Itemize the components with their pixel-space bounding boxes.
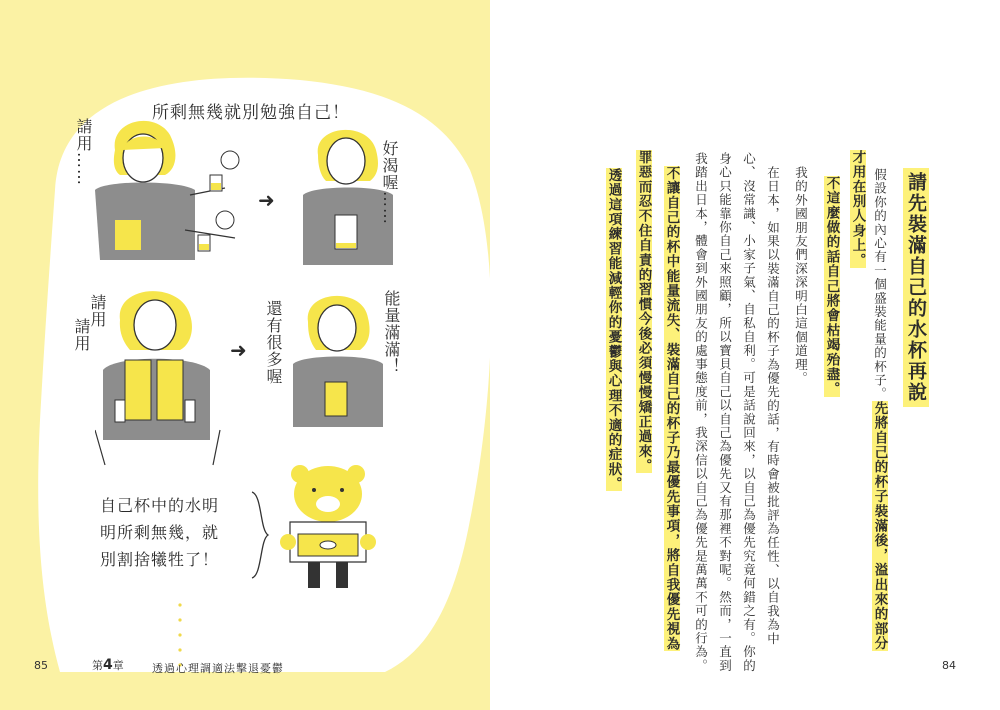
text-column-9-text: 不讓自己的杯中能量流失、裝滿自己的杯子乃最優先事項，將自我優先視為 [663,166,680,652]
text-column-3 [824,176,838,397]
arrow-right-2: ➜ [230,338,247,362]
chapter-label [92,657,124,673]
text-column-1a: 假設你的內心有一個盛裝能量的杯子。 [872,168,888,401]
text-column-10 [636,150,650,473]
chapter-suffix: 章 [112,659,124,672]
happy-person-figure [288,282,388,432]
text-column-1b: 先將自己的杯子裝滿後，溢出來的部分 [871,400,888,651]
chapter-number: 4 [103,657,113,673]
thirsty-text: 好渴喔…… [380,140,399,225]
text-column-1 [872,168,886,651]
full-energy-text: 能量滿滿！ [382,290,401,375]
please-label-1: 請用…… [74,118,93,186]
illustration-heading: 所剩無幾就別勉強自己！ [152,103,350,123]
text-column-11-text: 透過這項練習能減輕你的憂鬱與心理不適的症狀。 [605,168,622,492]
arrow-right-1: ➜ [258,188,275,212]
small-cups-given [190,140,250,270]
text-column-11 [606,168,620,491]
text-column-4: 我的外國朋友們深深明白這個道理。 [793,166,809,386]
left-page-number: 85 [34,659,48,672]
chapter-prefix: 第 [92,659,103,672]
speech-brace [250,490,270,580]
text-column-5: 在日本，如果以裝滿自己的杯子為優先的話，有時會被批評為任性、以自我為中 [765,166,781,646]
left-page [0,0,490,710]
text-column-2-text: 才用在別人身上。 [849,150,866,268]
text-column-7: 身心只能靠你自己來照顧，所以寶貝自己以自己為優先又有那裡不對呢。然而，一直到 [717,152,733,673]
text-column-2 [850,150,864,268]
right-page-number: 84 [942,659,956,672]
sharing-person-figure [95,280,225,470]
right-page [498,0,1000,710]
text-column-6: 心、沒常識、小家子氣、自私自利。可是話說回來，以自己為優先究竟何錯之有。你的 [741,152,757,673]
text-column-10-text: 罪惡而忍不住自責的習慣今後必須慢慢矯正過來。 [635,150,652,474]
text-column-3-text: 不這麼做的話自己將會枯竭殆盡。 [823,176,840,397]
speech-line-1: 自己杯中的水明 [100,496,220,515]
plenty-text: 還有很多喔 [264,300,283,385]
text-column-9 [664,166,678,651]
speech-line-2: 明所剩無幾，就 [100,523,220,542]
speech-text [100,492,250,573]
please-label-2a: 請用 [88,294,107,328]
text-column-8: 我踏出日本，體會到外國朋友的處事態度前，我深信以自己為優先是萬萬不可的行為。 [693,152,709,673]
please-label-2b: 請用 [72,318,91,352]
running-title: 透過心理調適法擊退憂鬱 [152,662,284,675]
bear-figure [278,462,378,592]
section-title [906,168,925,407]
speech-line-3: 別割捨犧牲了！ [100,550,220,569]
section-title-text: 請先裝滿自己的水杯再說 [903,168,929,407]
